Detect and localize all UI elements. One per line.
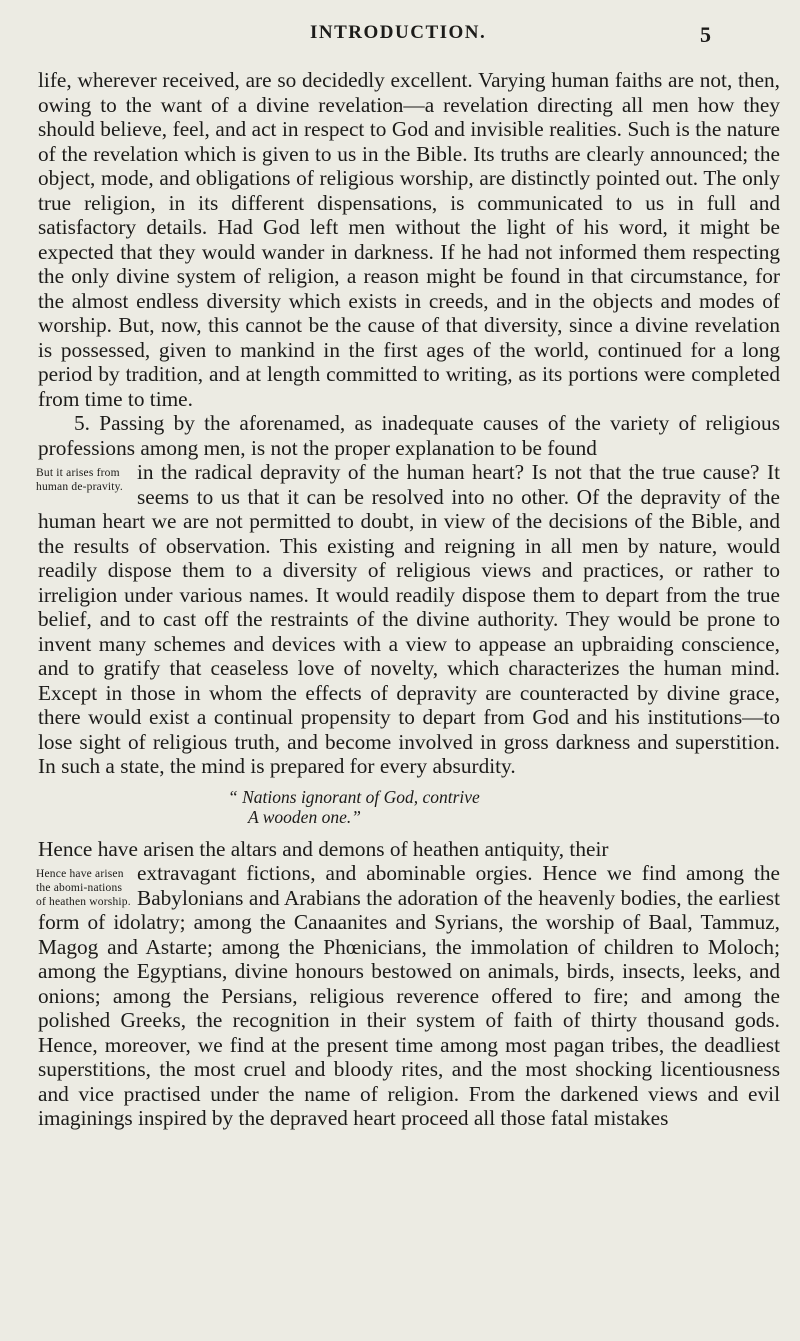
paragraph-2-body (38, 460, 780, 779)
quote-line-1: “ Nations ignorant of God, contrive (228, 786, 480, 807)
running-head: INTRODUCTION. (310, 22, 487, 43)
verse-quote (228, 787, 780, 827)
paragraph-3-text: extravagant fictions, and abominable orgies. Hence we find among the Babylonians and Arabians the adoration of the heavenly bodies, the earliest form of idolatry; among the Canaanites and Syrians, the worship of Baal, Tammuz, Magog and Astarte; among the Phœnicians, the immolation of children to Moloch; among the Egyptians, divine honours bestowed on animals, birds, insects, leeks, and onions; among the Persians, religious reverence offered to fire; and among the polished Greeks, the recognition in their system of faith of thirty thousand gods. Hence, moreover, we find at the present time among most pagan tribes, the deadliest superstitions, the most cruel and bloody rites, and the most shocking licentiousness and vice practised under the name of religion. From the darkened views and evil imaginings inspired by the depraved heart proceed all those fatal mistakes (38, 861, 780, 1130)
paragraph-2-text: in the radical depravity of the human heart? Is not that the true cause? It seems to us that it can be resolved into no other. Of the depravity of the human heart we are not permitted to doubt, in view of the decisions of the Bible, and the results of observation. This existing and reigning in all men by nature, would readily dispose them to a diversity of religious views and practices, or rather to irreligion under various names. It would readily dispose them to depart from the true belief, and to cast off the restraints of the divine authority. They would be prone to invent many schemes and devices with a view to appease an upbraiding conscience, and to gratify that ceaseless love of novelty, which characterizes the human mind. Except in those in whom the effects of depravity are counteracted by divine grace, there would exist a continual propensity to depart from God and his institutions—to lose sight of religious truth, and become involved in gross darkness and superstition. In such a state, the mind is prepared for every absurdity. (38, 460, 780, 778)
paragraph-1: life, wherever received, are so decidedly excellent. Varying human faiths are not, then, owing to the want of a divine revelation—a revelation directing all men how they should believe, feel, and act in respect to God and invisible realities. Such is the nature of the revelation which is given to us in the Bible. Its truths are clearly announced; the object, mode, and obligations of religious worship, are distinctly pointed out. The only true religion, in its different dispensations, is communicated to us in full and satisfactory details. Had God left men without the light of his word, it might be expected that they would wander in darkness. If he had not informed them respecting the only divine system of religion, a reason might be found in that circumstance, for the almost endless diversity which exists in creeds, and in the objects and modes of worship. But, now, this cannot be the cause of that diversity, since a divine revelation is possessed, given to mankind in the first ages of the world, continued for a long period by tradition, and at length committed to writing, as its portions were completed from time to time. (38, 68, 780, 411)
sidenote-depravity: But it arises from human de-pravity. (36, 467, 123, 493)
quote-line-2: A wooden one.” (248, 806, 361, 827)
paragraph-3-lead: Hence have arisen the altars and demons of heathen antiquity, their (38, 836, 609, 861)
paragraph-3-body (38, 861, 780, 1131)
page-header (0, 22, 800, 52)
body-text (38, 68, 780, 1131)
sidenote-heathen-worship: Hence have arisen the abomi-nations of heathen worship. (36, 868, 131, 908)
paragraph-2-lead: 5. Passing by the aforenamed, as inadequate causes of the variety of religious professions among men, is not the proper explanation to be found (38, 411, 780, 460)
page-number: 5 (700, 22, 711, 47)
